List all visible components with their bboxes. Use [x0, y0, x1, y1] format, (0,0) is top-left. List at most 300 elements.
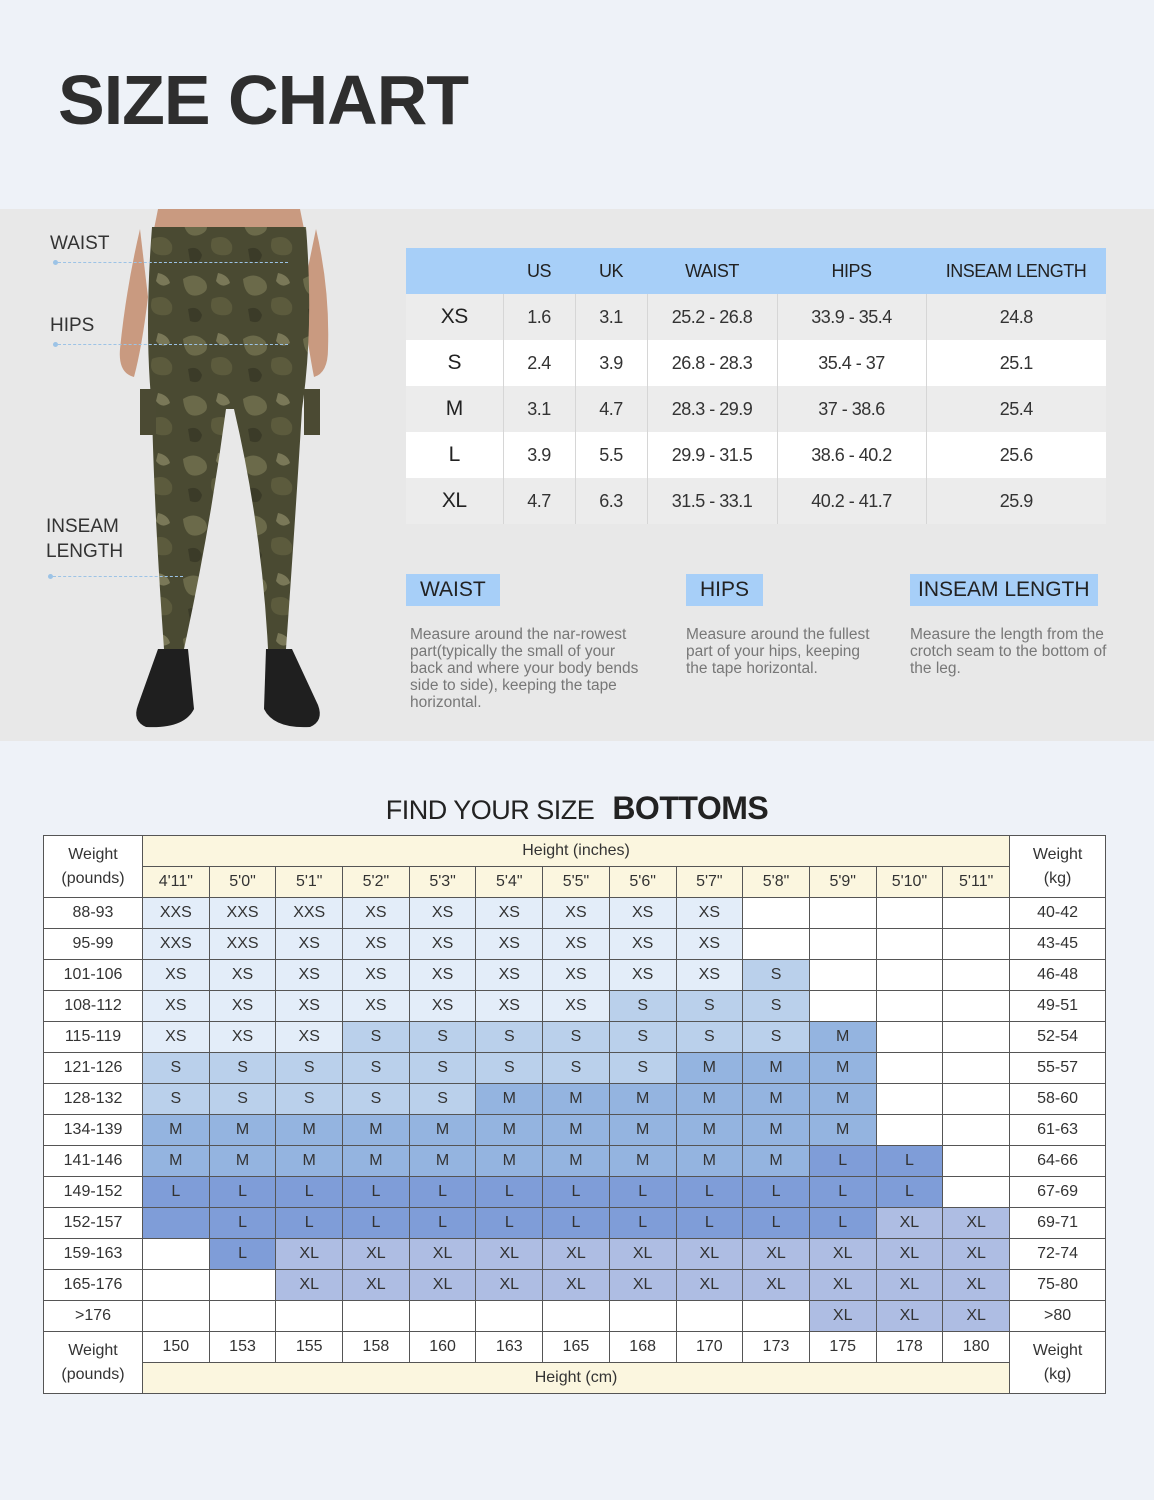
size-cell: S [609, 1053, 676, 1084]
inseam-heading: INSEAM LENGTH [910, 574, 1098, 606]
hips-heading: HIPS [686, 574, 763, 606]
size-cell: M [743, 1115, 810, 1146]
size-cell [876, 898, 943, 929]
size-cell: XS [476, 898, 543, 929]
size-cell: XS [209, 960, 276, 991]
grid-row [44, 1301, 1106, 1332]
height-inches-header: Height (inches) [143, 836, 1010, 867]
size-cell [209, 1301, 276, 1332]
weight-pounds-header-line: Weight [68, 845, 118, 863]
waist-heading: WAIST [406, 574, 500, 606]
height-cm-cell: 158 [343, 1332, 410, 1363]
size-value-cell: 25.2 - 26.8 [647, 294, 777, 340]
size-cell: XS [276, 1022, 343, 1053]
grid-row [44, 1053, 1106, 1084]
size-cell: M [476, 1146, 543, 1177]
weight-pounds-cell: 149-152 [44, 1177, 143, 1208]
description-line: horizontal. [410, 694, 482, 711]
size-value-cell: 2.4 [503, 340, 575, 386]
grid-row [44, 1177, 1106, 1208]
height-inch-cell: 5'9" [809, 867, 876, 898]
size-value-cell: 37 - 38.6 [777, 386, 926, 432]
weight-kg-cell: 67-69 [1010, 1177, 1106, 1208]
size-cell: M [343, 1146, 410, 1177]
size-cell: L [809, 1177, 876, 1208]
weight-kg-cell: 55-57 [1010, 1053, 1106, 1084]
size-cell [809, 960, 876, 991]
size-cell: L [476, 1177, 543, 1208]
size-cell: S [143, 1053, 210, 1084]
size-cell [943, 929, 1010, 960]
size-cell: XS [543, 960, 610, 991]
height-cm-cell: 168 [609, 1332, 676, 1363]
size-cell: XS [409, 960, 476, 991]
size-cell: L [343, 1208, 410, 1239]
size-cell: XL [809, 1270, 876, 1301]
weight-pounds-footer-line: Weight [68, 1341, 118, 1359]
weight-pounds-cell: 101-106 [44, 960, 143, 991]
size-value-cell: 4.7 [575, 386, 647, 432]
size-cell: L [809, 1146, 876, 1177]
grid-row [44, 1239, 1106, 1270]
inseam-label [46, 514, 123, 564]
waist-description [410, 626, 670, 711]
weight-kg-cell: 46-48 [1010, 960, 1106, 991]
height-inch-cell: 5'11" [943, 867, 1010, 898]
size-value-cell: 40.2 - 41.7 [777, 478, 926, 524]
size-cell [943, 1115, 1010, 1146]
size-value-cell: 25.9 [926, 478, 1106, 524]
description-line: part of your hips, keeping [686, 643, 861, 660]
weight-pounds-cell: 121-126 [44, 1053, 143, 1084]
size-cell: XS [143, 991, 210, 1022]
description-line: the tape horizontal. [686, 660, 818, 677]
size-cell: M [476, 1084, 543, 1115]
height-inch-cell: 5'5" [543, 867, 610, 898]
weight-pounds-cell: 128-132 [44, 1084, 143, 1115]
size-cell: M [543, 1115, 610, 1146]
size-cell: L [276, 1208, 343, 1239]
grid-row [44, 991, 1106, 1022]
height-inch-cell: 5'0" [209, 867, 276, 898]
size-cell: S [409, 1084, 476, 1115]
size-cell: M [743, 1084, 810, 1115]
size-cell: S [543, 1022, 610, 1053]
size-cell [209, 1270, 276, 1301]
size-value-cell: 25.6 [926, 432, 1106, 478]
weight-pounds-cell: 108-112 [44, 991, 143, 1022]
weight-pounds-header-line: (pounds) [61, 869, 125, 887]
height-inch-cell: 5'10" [876, 867, 943, 898]
size-cell: XS [343, 929, 410, 960]
weight-kg-header-line: (kg) [1043, 869, 1072, 887]
size-cell: XXS [209, 898, 276, 929]
size-measurement-table [406, 248, 1106, 524]
size-cell: XL [676, 1239, 743, 1270]
size-cell: XS [543, 898, 610, 929]
size-cell: XS [143, 960, 210, 991]
size-cell: XS [209, 991, 276, 1022]
size-cell: XL [476, 1239, 543, 1270]
weight-kg-cell: 72-74 [1010, 1239, 1106, 1270]
size-cell: L [876, 1146, 943, 1177]
height-inch-cell: 5'2" [343, 867, 410, 898]
grid-row [44, 1115, 1106, 1146]
size-cell: S [343, 1053, 410, 1084]
size-cell [143, 1270, 210, 1301]
inseam-label-line1: INSEAM [46, 516, 119, 537]
size-cell: S [476, 1022, 543, 1053]
weight-pounds-cell: >176 [44, 1301, 143, 1332]
size-cell [876, 1084, 943, 1115]
size-cell [676, 1301, 743, 1332]
height-cm-cell: 175 [809, 1332, 876, 1363]
height-cm-cell: 165 [543, 1332, 610, 1363]
height-cm-cell: 163 [476, 1332, 543, 1363]
size-value-cell: 3.9 [575, 340, 647, 386]
weight-kg-header-line: Weight [1032, 845, 1083, 863]
size-cell [743, 898, 810, 929]
size-cell: M [609, 1146, 676, 1177]
waist-marker-line [58, 262, 288, 263]
size-value-cell: 35.4 - 37 [777, 340, 926, 386]
size-value-cell: 3.1 [575, 294, 647, 340]
size-cell: M [409, 1146, 476, 1177]
size-cell: S [276, 1084, 343, 1115]
height-cm-cell: 150 [143, 1332, 210, 1363]
size-cell: M [809, 1115, 876, 1146]
description-line: back and where your body bends [410, 660, 639, 677]
size-label-cell: XS [406, 294, 503, 340]
size-cell: M [676, 1146, 743, 1177]
height-inch-cell: 5'7" [676, 867, 743, 898]
size-cell [343, 1301, 410, 1332]
size-cell: XS [343, 991, 410, 1022]
size-cell: S [343, 1022, 410, 1053]
description-line: Measure around the fullest [686, 626, 870, 643]
size-cell: XS [676, 960, 743, 991]
waist-label: WAIST [50, 233, 110, 254]
size-label-cell: XL [406, 478, 503, 524]
size-cell: XS [276, 929, 343, 960]
size-cell: XL [876, 1208, 943, 1239]
grid-footer-label-row [44, 1363, 1106, 1394]
size-cell [943, 960, 1010, 991]
size-cell: XL [543, 1239, 610, 1270]
size-cell: M [809, 1022, 876, 1053]
size-cell [943, 1084, 1010, 1115]
size-cell: M [676, 1115, 743, 1146]
size-cell: XS [209, 1022, 276, 1053]
description-line: part(typically the small of your [410, 643, 616, 660]
size-cell: S [743, 991, 810, 1022]
size-cell: XL [876, 1239, 943, 1270]
size-cell: M [143, 1115, 210, 1146]
weight-pounds-footer [44, 1332, 143, 1394]
weight-kg-cell: 69-71 [1010, 1208, 1106, 1239]
size-cell: S [409, 1053, 476, 1084]
weight-kg-cell: 43-45 [1010, 929, 1106, 960]
size-cell [943, 991, 1010, 1022]
size-value-cell: 3.1 [503, 386, 575, 432]
size-cell: XL [409, 1239, 476, 1270]
size-cell: L [743, 1177, 810, 1208]
weight-pounds-footer-line: (pounds) [61, 1365, 125, 1383]
size-value-cell: 25.1 [926, 340, 1106, 386]
size-cell: L [743, 1208, 810, 1239]
weight-pounds-cell: 159-163 [44, 1239, 143, 1270]
size-cell: XL [943, 1270, 1010, 1301]
size-cell: M [276, 1146, 343, 1177]
size-table-row [406, 340, 1106, 386]
size-value-cell: 38.6 - 40.2 [777, 432, 926, 478]
hips-marker-line [58, 344, 288, 345]
size-cell: XL [276, 1239, 343, 1270]
header-cell: US [503, 248, 575, 294]
size-cell [743, 929, 810, 960]
size-cell [809, 991, 876, 1022]
size-table-row [406, 432, 1106, 478]
size-cell: L [676, 1177, 743, 1208]
size-cell: S [476, 1053, 543, 1084]
size-label-cell: L [406, 432, 503, 478]
size-cell: XL [609, 1239, 676, 1270]
weight-pounds-cell: 141-146 [44, 1146, 143, 1177]
weight-kg-footer-line: Weight [1032, 1341, 1083, 1359]
size-cell [943, 1022, 1010, 1053]
size-cell [876, 1053, 943, 1084]
size-cell: XL [943, 1239, 1010, 1270]
weight-pounds-cell: 95-99 [44, 929, 143, 960]
size-cell: XS [276, 991, 343, 1022]
size-cell: L [543, 1208, 610, 1239]
height-cm-cell: 173 [743, 1332, 810, 1363]
size-cell: S [343, 1084, 410, 1115]
size-cell: XL [476, 1270, 543, 1301]
size-cell: S [209, 1084, 276, 1115]
grid-row [44, 1146, 1106, 1177]
size-cell: XS [543, 929, 610, 960]
size-cell: L [409, 1177, 476, 1208]
size-value-cell: 26.8 - 28.3 [647, 340, 777, 386]
size-cell: M [276, 1115, 343, 1146]
grid-row [44, 898, 1106, 929]
description-line: the leg. [910, 660, 961, 677]
size-cell: L [543, 1177, 610, 1208]
size-cell: M [743, 1146, 810, 1177]
find-your-size-label: FIND YOUR SIZE [385, 795, 595, 825]
weight-kg-cell: 75-80 [1010, 1270, 1106, 1301]
size-table-header [406, 248, 1106, 294]
weight-kg-footer [1010, 1332, 1106, 1394]
size-cell: L [143, 1177, 210, 1208]
size-cell [743, 1301, 810, 1332]
size-cell: XS [409, 991, 476, 1022]
size-cell: L [343, 1177, 410, 1208]
size-cell [476, 1301, 543, 1332]
size-cell: M [809, 1053, 876, 1084]
grid-row [44, 929, 1106, 960]
page-title: SIZE CHART [58, 61, 468, 139]
hips-label: HIPS [50, 315, 95, 336]
size-cell: L [476, 1208, 543, 1239]
size-cell: XS [409, 929, 476, 960]
size-cell: M [676, 1084, 743, 1115]
size-cell: XL [876, 1301, 943, 1332]
size-cell: M [543, 1084, 610, 1115]
size-cell [543, 1301, 610, 1332]
size-cell [143, 1208, 210, 1239]
size-cell: L [609, 1208, 676, 1239]
description-line: Measure around the nar-rowest [410, 626, 627, 643]
weight-kg-cell: >80 [1010, 1301, 1106, 1332]
size-table-row [406, 386, 1106, 432]
size-cell: XL [543, 1270, 610, 1301]
size-cell: L [676, 1208, 743, 1239]
header-cell: WAIST [647, 248, 777, 294]
header-cell [406, 248, 503, 294]
size-value-cell: 29.9 - 31.5 [647, 432, 777, 478]
weight-pounds-cell: 88-93 [44, 898, 143, 929]
weight-pounds-cell: 115-119 [44, 1022, 143, 1053]
size-cell: M [409, 1115, 476, 1146]
size-cell [943, 1177, 1010, 1208]
size-cell: XL [343, 1239, 410, 1270]
size-cell: L [809, 1208, 876, 1239]
size-cell: XS [676, 898, 743, 929]
size-cell: M [209, 1146, 276, 1177]
size-cell: M [743, 1053, 810, 1084]
size-cell [876, 991, 943, 1022]
weight-pounds-cell: 165-176 [44, 1270, 143, 1301]
size-cell: XS [543, 991, 610, 1022]
size-value-cell: 3.9 [503, 432, 575, 478]
size-cell: XS [476, 991, 543, 1022]
height-inch-cell: 4'11" [143, 867, 210, 898]
size-cell: XS [143, 1022, 210, 1053]
size-cell: XL [876, 1270, 943, 1301]
size-cell: XS [676, 929, 743, 960]
grid-header-row [44, 836, 1106, 867]
size-cell: M [676, 1053, 743, 1084]
height-inch-cell: 5'3" [409, 867, 476, 898]
inseam-marker-line [53, 576, 183, 577]
size-cell: XS [609, 960, 676, 991]
size-cell: S [676, 991, 743, 1022]
size-label-cell: M [406, 386, 503, 432]
size-cell: L [209, 1177, 276, 1208]
header-cell: UK [575, 248, 647, 294]
size-cell: S [743, 960, 810, 991]
size-cell: XS [476, 929, 543, 960]
size-cell: XL [676, 1270, 743, 1301]
hips-description [686, 626, 896, 677]
size-value-cell: 6.3 [575, 478, 647, 524]
size-cell: L [609, 1177, 676, 1208]
size-cell: XS [276, 960, 343, 991]
size-value-cell: 24.8 [926, 294, 1106, 340]
size-cell: M [476, 1115, 543, 1146]
size-value-cell: 5.5 [575, 432, 647, 478]
size-cell [943, 1053, 1010, 1084]
weight-kg-cell: 40-42 [1010, 898, 1106, 929]
height-cm-cell: 155 [276, 1332, 343, 1363]
size-cell: S [609, 991, 676, 1022]
size-cell: XL [809, 1301, 876, 1332]
height-cm-cell: 160 [409, 1332, 476, 1363]
size-cell [609, 1301, 676, 1332]
size-cell: XL [743, 1270, 810, 1301]
height-weight-size-grid [43, 835, 1106, 1394]
size-cell: L [209, 1239, 276, 1270]
size-table-row [406, 294, 1106, 340]
header-cell: INSEAM LENGTH [926, 248, 1106, 294]
size-value-cell: 33.9 - 35.4 [777, 294, 926, 340]
size-cell: XXS [143, 898, 210, 929]
grid-row [44, 1084, 1106, 1115]
size-cell: XXS [276, 898, 343, 929]
description-line: crotch seam to the bottom of [910, 643, 1107, 660]
size-cell: L [209, 1208, 276, 1239]
size-cell: S [276, 1053, 343, 1084]
size-cell [809, 929, 876, 960]
header-cell: HIPS [777, 248, 926, 294]
find-your-size-heading [0, 790, 1154, 827]
grid-row [44, 960, 1106, 991]
inseam-description [910, 626, 1140, 677]
height-inch-cell: 5'4" [476, 867, 543, 898]
grid-row [44, 1208, 1106, 1239]
grid-row [44, 1022, 1106, 1053]
size-cell [809, 898, 876, 929]
weight-kg-header [1010, 836, 1106, 898]
size-cell [876, 960, 943, 991]
size-cell: XS [476, 960, 543, 991]
model-leggings-figure [118, 209, 338, 729]
weight-kg-footer-line: (kg) [1043, 1365, 1072, 1383]
grid-row [44, 1270, 1106, 1301]
size-cell: L [276, 1177, 343, 1208]
size-cell [876, 1115, 943, 1146]
size-cell: XL [809, 1239, 876, 1270]
size-value-cell: 31.5 - 33.1 [647, 478, 777, 524]
size-cell: L [876, 1177, 943, 1208]
size-label-cell: S [406, 340, 503, 386]
height-inch-cell: 5'8" [743, 867, 810, 898]
size-value-cell: 1.6 [503, 294, 575, 340]
height-cm-cell: 178 [876, 1332, 943, 1363]
size-cell: S [543, 1053, 610, 1084]
size-cell: S [143, 1084, 210, 1115]
height-cm-cell: 170 [676, 1332, 743, 1363]
size-cell: M [609, 1115, 676, 1146]
size-cell [943, 1146, 1010, 1177]
grid-height-row [44, 867, 1106, 898]
weight-kg-cell: 52-54 [1010, 1022, 1106, 1053]
size-cell [409, 1301, 476, 1332]
description-line: side to side), keeping the tape [410, 677, 617, 694]
height-cm-footer: Height (cm) [143, 1363, 1010, 1394]
inseam-label-line2: LENGTH [46, 541, 124, 562]
size-cell: XL [743, 1239, 810, 1270]
description-line: Measure the length from the [910, 626, 1104, 643]
size-cell [876, 1022, 943, 1053]
size-cell: XL [609, 1270, 676, 1301]
height-cm-cell: 180 [943, 1332, 1010, 1363]
size-cell: M [809, 1084, 876, 1115]
size-cell: S [409, 1022, 476, 1053]
size-cell: M [209, 1115, 276, 1146]
